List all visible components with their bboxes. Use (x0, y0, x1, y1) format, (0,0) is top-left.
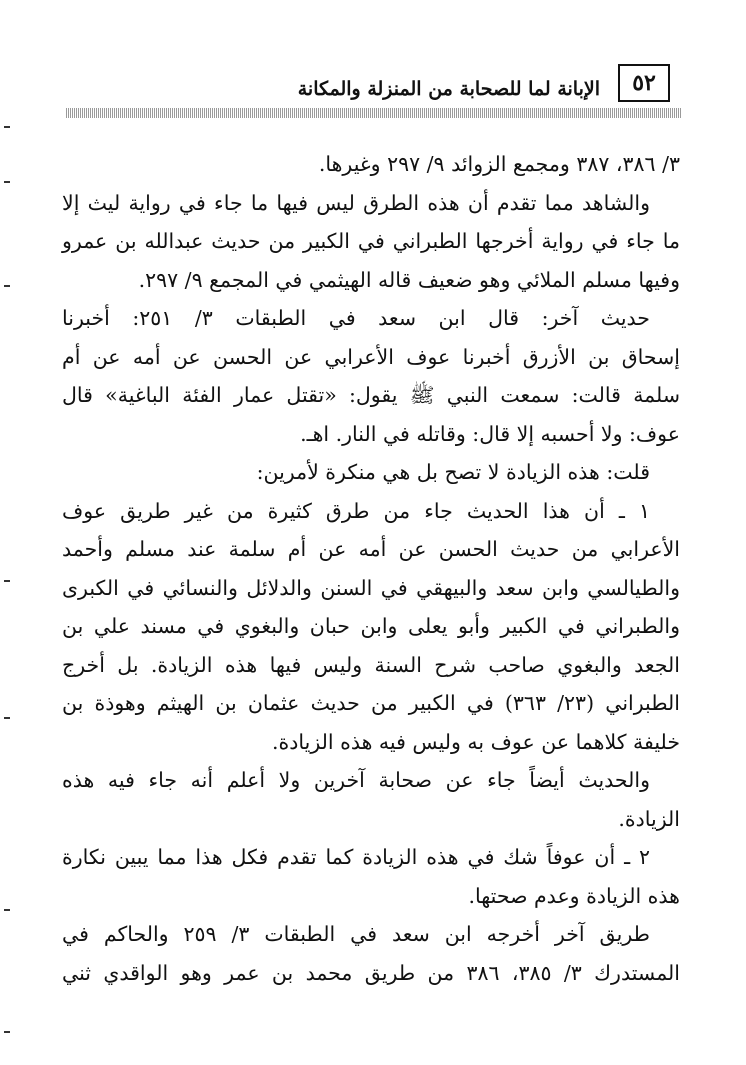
text-line: هذه الزيادة وعدم صحتها. (468, 883, 680, 908)
text-line: والطيالسي وابن سعد والبيهقي في السنن والدلائل والنسائي في الكبرى (62, 575, 680, 600)
margin-tick (4, 181, 10, 183)
text-line: إسحاق بن الأزرق أخبرنا عوف الأعرابي عن الحسن عن أمه عن أم (62, 344, 680, 369)
margin-tick (4, 285, 10, 287)
text-line: ٢ ـ أن عوفاً شك في هذه الزيادة كما تقدم فكل هذا مما يبين نكارة (62, 845, 650, 869)
text-line: طريق آخر أخرجه ابن سعد في الطبقات ٣/ ٢٥٩ والحاكم في (62, 922, 650, 946)
text-line: والشاهد مما تقدم أن هذه الطرق ليس فيها ما جاء في رواية ليث إلا (62, 190, 650, 215)
text-line: المستدرك ٣/ ٣٨٥، ٣٨٦ من طريق محمد بن عمر وهو الواقدي ثني (62, 960, 680, 985)
body-text (62, 145, 680, 992)
text-line: الزيادة. (618, 806, 680, 831)
header-rule (66, 108, 682, 118)
running-title: الإبانة لما للصحابة من المنزلة والمكانة (297, 78, 600, 100)
text-line: قلت: هذه الزيادة لا تصح بل هي منكرة لأمرين: (256, 460, 650, 484)
text-line: سلمة قالت: سمعت النبي ﷺ يقول: «تقتل عمار الفئة الباغية» قال (62, 383, 680, 407)
text-line: الجعد والبغوي صاحب شرح السنة وليس فيها هذه الزيادة. بل أخرج (62, 652, 680, 677)
text-line: ١ ـ أن هذا الحديث جاء من طرق كثيرة من غير طريق عوف (62, 498, 650, 523)
text-line: ٣/ ٣٨٦، ٣٨٧ ومجمع الزوائد ٩/ ٢٩٧ وغيرها. (318, 152, 680, 176)
text-line: ما جاء في رواية أخرجها الطبراني في الكبير من حديث عبدالله بن عمرو (62, 229, 680, 253)
margin-tick (4, 1031, 10, 1033)
text-line: الأعرابي من حديث الحسن عن أمه عن أم سلمة عند مسلم وأحمد (62, 537, 680, 561)
text-line: والحديث أيضاً جاء عن صحابة آخرين ولا أعلم أنه جاء فيه هذه (62, 768, 650, 792)
text-line: عوف: ولا أحسبه إلا قال: وقاتله في النار. اهـ. (300, 421, 680, 446)
text-line: الطبراني (٢٣/ ٣٦٣) في الكبير من حديث عثمان بن الهيثم وهوذة بن (62, 691, 680, 715)
margin-tick (4, 580, 10, 582)
text-line: والطبراني في الكبير وأبو يعلى وابن حبان والبغوي في مسند علي بن (62, 614, 680, 638)
page-number: ٥٢ (618, 64, 670, 102)
margin-tick (4, 126, 10, 128)
text-line: وفيها مسلم الملائي وهو ضعيف قاله الهيثمي في المجمع ٩/ ٢٩٧. (138, 267, 680, 292)
text-line: خليفة كلاهما عن عوف به وليس فيه هذه الزيادة. (272, 729, 680, 754)
margin-tick (4, 717, 10, 719)
text-line: حديث آخر: قال ابن سعد في الطبقات ٣/ ٢٥١: أخبرنا (62, 306, 650, 330)
margin-tick (4, 909, 10, 911)
